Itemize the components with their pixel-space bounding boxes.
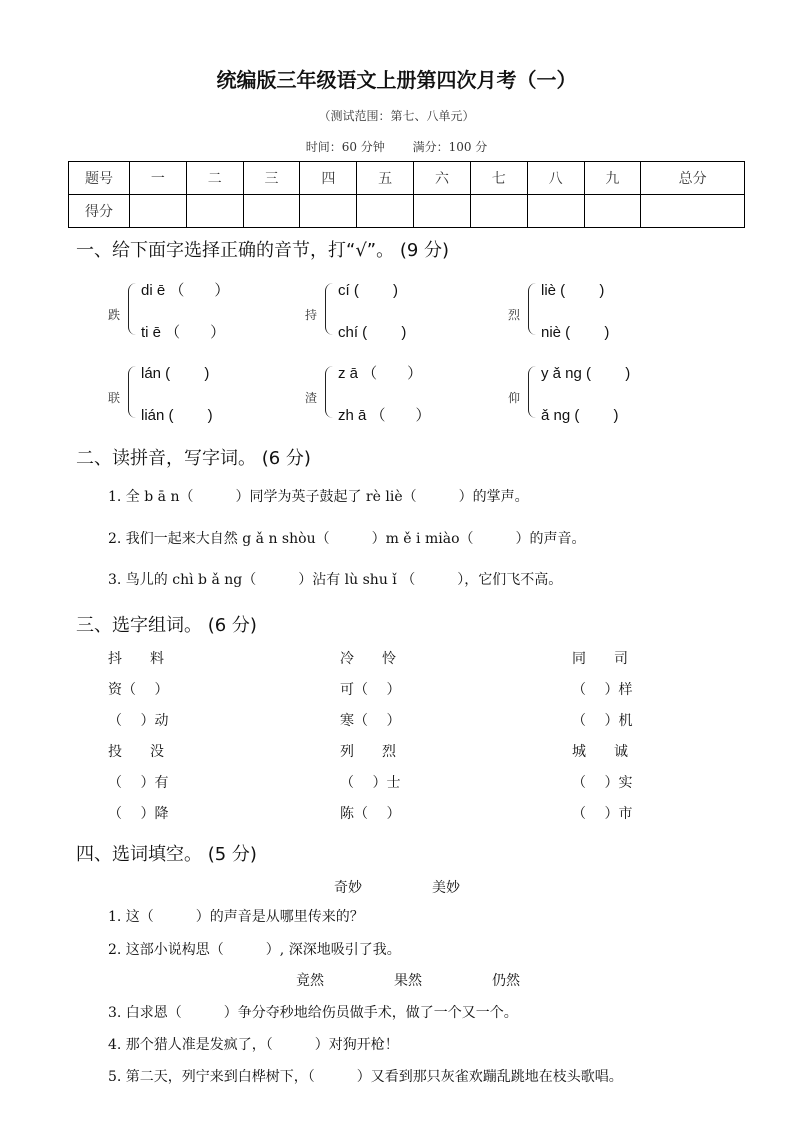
brace-icon xyxy=(528,366,537,418)
question-line: 3. 白求恩（ ）争分夺秒地给伤员做手术，做了一个又一个。 xyxy=(108,1005,518,1021)
word-item: （ ）机 xyxy=(572,713,633,729)
cell: 九 xyxy=(584,162,641,195)
score-cell[interactable] xyxy=(584,195,641,228)
cell: 总分 xyxy=(641,162,745,195)
character: 渣 xyxy=(305,391,318,405)
word-item: 城 诚 xyxy=(572,744,628,760)
page-title: 统编版三年级语文上册第四次月考（一） xyxy=(216,68,577,92)
word-item: 寒（ ） xyxy=(340,713,401,729)
word-item: 冷 怜 xyxy=(340,651,396,667)
cell: 七 xyxy=(470,162,527,195)
word-item: 陈（ ） xyxy=(340,806,401,822)
time-info: 时间：60 分钟 满分：100 分 xyxy=(305,140,488,154)
brace-icon xyxy=(325,366,334,418)
word-item: 抖 料 xyxy=(108,651,164,667)
score-cell[interactable] xyxy=(243,195,300,228)
pinyin-option[interactable]: zh ā （ ） xyxy=(338,407,431,424)
pinyin-option[interactable]: liè ( ) xyxy=(541,282,605,299)
word-item: 投 没 xyxy=(108,744,164,760)
brace-icon xyxy=(325,283,334,335)
word-item: 列 烈 xyxy=(340,744,396,760)
cell: 三 xyxy=(243,162,300,195)
cell: 二 xyxy=(186,162,243,195)
score-cell[interactable] xyxy=(527,195,584,228)
pinyin-option[interactable]: z ā （ ） xyxy=(338,365,423,382)
word-item: 资（ ） xyxy=(108,682,169,698)
section-3-heading: 三、选字组词。 (6 分) xyxy=(76,615,257,636)
word-item: 同 司 xyxy=(572,651,628,667)
score-cell[interactable] xyxy=(300,195,357,228)
score-cell[interactable] xyxy=(186,195,243,228)
pinyin-option[interactable]: y ǎ ng ( ) xyxy=(541,365,631,382)
word-item: （ ）样 xyxy=(572,682,633,698)
word-item: 可（ ） xyxy=(340,682,401,698)
word-choices: 竟然 果然 仍然 xyxy=(296,973,520,989)
cell: 六 xyxy=(414,162,471,195)
pinyin-option[interactable]: di ē （ ） xyxy=(141,282,230,299)
question-line: 2. 我们一起来大自然 g ǎ n shòu（ ）m ě i miào（ ）的声音。 xyxy=(108,531,586,547)
pinyin-option[interactable]: lán ( ) xyxy=(141,365,210,382)
brace-icon xyxy=(128,366,137,418)
brace-icon xyxy=(128,283,137,335)
character: 仰 xyxy=(508,391,521,405)
question-line: 4. 那个猎人准是发疯了，（ ）对狗开枪！ xyxy=(108,1037,399,1053)
score-cell[interactable] xyxy=(130,195,187,228)
character: 持 xyxy=(305,308,318,322)
cell: 八 xyxy=(527,162,584,195)
character: 烈 xyxy=(508,308,521,322)
pinyin-option[interactable]: ǎ ng ( ) xyxy=(541,407,619,424)
pinyin-option[interactable]: lián ( ) xyxy=(141,407,213,424)
character: 联 xyxy=(108,391,121,405)
character: 跌 xyxy=(108,308,121,322)
section-2-heading: 二、读拼音，写字词。 (6 分) xyxy=(76,448,311,469)
word-item: （ ）市 xyxy=(572,806,633,822)
score-row xyxy=(69,195,745,228)
question-line: 1. 这（ ）的声音是从哪里传来的？ xyxy=(108,909,364,925)
cell: 一 xyxy=(130,162,187,195)
cell: 题号 xyxy=(69,162,130,195)
pinyin-option[interactable]: niè ( ) xyxy=(541,324,610,341)
score-cell[interactable] xyxy=(641,195,745,228)
question-line: 3. 鸟儿的 chì b ǎ ng（ ）沾有 lù shu ǐ （ ），它们飞不高。 xyxy=(108,572,563,588)
question-line: 5. 第二天，列宁来到白桦树下，（ ）又看到那只灰雀欢蹦乱跳地在枝头歌唱。 xyxy=(108,1069,623,1085)
word-item: （ ）实 xyxy=(572,775,633,791)
question-line: 2. 这部小说构思（ ）, 深深地吸引了我。 xyxy=(108,942,401,958)
test-scope: （测试范围：第七、八单元） xyxy=(318,109,475,123)
section-1-heading: 一、给下面字选择正确的音节，打“√”。 (9 分) xyxy=(76,240,450,261)
word-item: （ ）动 xyxy=(108,713,169,729)
word-item: （ ）有 xyxy=(108,775,169,791)
score-cell[interactable] xyxy=(414,195,471,228)
score-table xyxy=(68,161,745,228)
score-cell[interactable] xyxy=(357,195,414,228)
score-table-header xyxy=(69,162,745,195)
brace-icon xyxy=(528,283,537,335)
section-4-heading: 四、选词填空。 (5 分) xyxy=(76,844,257,865)
question-line: 1. 全 b ā n（ ）同学为英子鼓起了 rè liè（ ）的掌声。 xyxy=(108,489,529,505)
word-choices: 奇妙 美妙 xyxy=(334,880,460,896)
cell: 得分 xyxy=(69,195,130,228)
score-cell[interactable] xyxy=(470,195,527,228)
pinyin-option[interactable]: chí ( ) xyxy=(338,324,407,341)
word-item: （ ）士 xyxy=(340,775,401,791)
cell: 五 xyxy=(357,162,414,195)
cell: 四 xyxy=(300,162,357,195)
pinyin-option[interactable]: ti ē （ ） xyxy=(141,324,226,341)
word-item: （ ）降 xyxy=(108,806,169,822)
pinyin-option[interactable]: cí ( ) xyxy=(338,282,398,299)
